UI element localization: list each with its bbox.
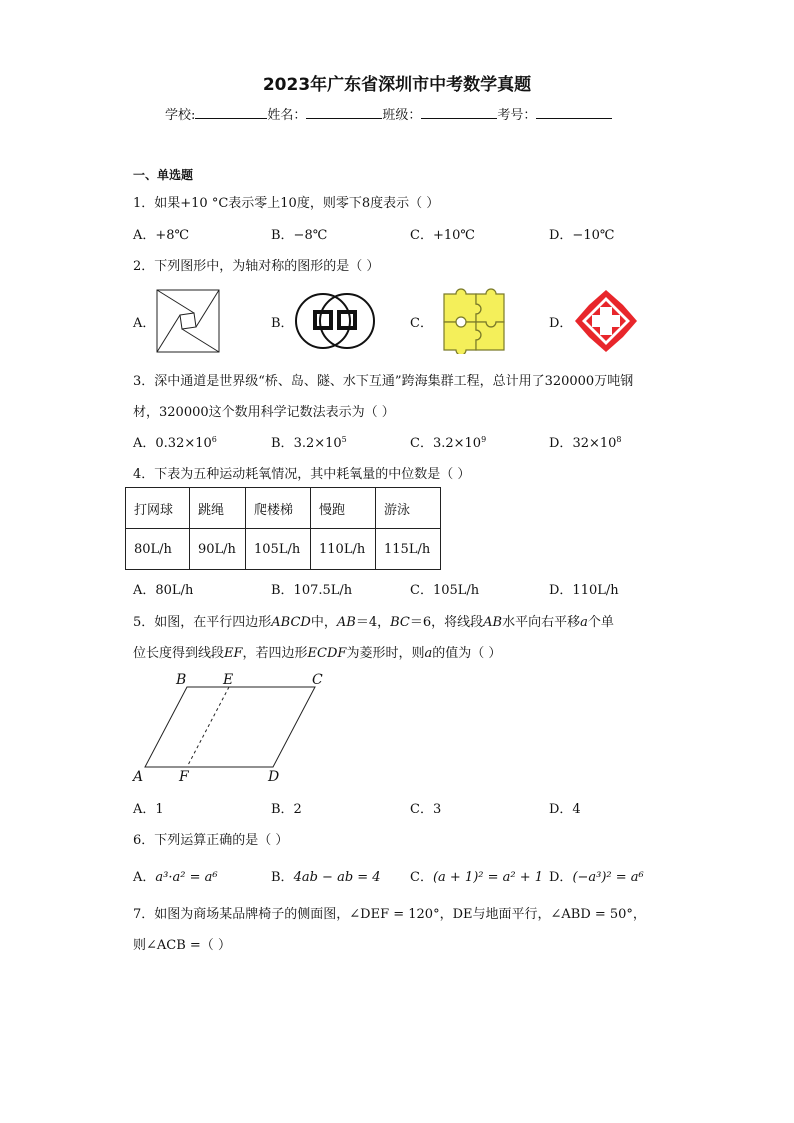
coin-logo-icon <box>295 288 375 354</box>
question-4-option-d: D．110L/h <box>549 583 619 598</box>
question-1-option-a: A．+8℃ <box>133 228 190 243</box>
table-cell: 90L/h <box>190 529 246 570</box>
question-2-stem: 2．下列图形中，为轴对称的图形的是（ ） <box>133 259 380 274</box>
school-label: 学校: <box>165 108 196 123</box>
class-label: 班级： <box>382 108 422 123</box>
puzzle-pieces-icon <box>440 288 508 354</box>
table-cell: 110L/h <box>311 529 376 570</box>
question-5-stem-line2: 位长度得到线段EF，若四边形ECDF为菱形时，则a的值为（ ） <box>133 646 502 661</box>
table-header-cell: 慢跑 <box>311 488 376 529</box>
label-d: D <box>268 769 280 785</box>
question-4-stem: 4．下表为五种运动耗氧情况，其中耗氧量的中位数是（ ） <box>133 467 471 482</box>
question-5-option-a: A．1 <box>133 802 164 817</box>
question-3-stem-line1: 3．深中通道是世界级“桥、岛、隧、水下互通”跨海集群工程，总计用了320000万吨钢 <box>133 374 634 389</box>
question-2-option-a-letter: A． <box>133 316 156 331</box>
parallelogram-figure <box>128 670 338 785</box>
table-header-cell: 打网球 <box>126 488 190 529</box>
student-info-line <box>165 104 612 123</box>
question-2-option-c-letter: C． <box>410 316 433 331</box>
table-header-cell: 跳绳 <box>190 488 246 529</box>
name-blank <box>306 106 382 119</box>
page-title: 2023年广东省深圳市中考数学真题 <box>262 75 532 95</box>
class-blank <box>421 106 497 119</box>
question-1-option-d: D．−10℃ <box>549 228 615 243</box>
question-5-stem-line1: 5．如图，在平行四边形ABCD中，AB＝4，BC＝6，将线段AB水平向右平移a个单 <box>133 615 614 630</box>
label-f: F <box>179 769 189 785</box>
section-title: 一、单选题 <box>133 168 194 182</box>
pinwheel-square-icon <box>156 289 220 353</box>
question-4-option-b: B．107.5L/h <box>271 583 353 598</box>
question-2-option-b-letter: B． <box>271 316 294 331</box>
question-4-option-a: A．80L/h <box>133 583 194 598</box>
question-1-option-b: B．−8℃ <box>271 228 328 243</box>
question-5-option-c: C．3 <box>410 802 442 817</box>
question-7-stem-line1: 7．如图为商场某品牌椅子的侧面图，∠DEF = 120°，DE与地面平行，∠ABD = 50°， <box>133 907 646 922</box>
question-1-stem: 1．如果+10 °C表示零上10度，则零下8度表示（ ） <box>133 196 440 211</box>
table-cell: 115L/h <box>376 529 441 570</box>
question-3-option-c: C．$3.2\times 10^9$ <box>410 435 487 451</box>
table-row <box>126 529 441 570</box>
label-a: A <box>133 769 144 785</box>
question-6-option-c: C．(a + 1)² = a² + 1 <box>410 870 544 885</box>
question-7-stem-line2: 则∠ACB =（ ） <box>133 938 231 953</box>
question-1-option-c: C．+10℃ <box>410 228 475 243</box>
red-cross-logo-icon <box>573 288 639 354</box>
question-5-option-d: D．4 <box>549 802 581 817</box>
label-c: C <box>312 672 323 688</box>
question-3-option-a: A．$0.32\times 10^6$ <box>133 435 217 451</box>
label-e: E <box>223 672 234 688</box>
table-header-row <box>126 488 441 529</box>
label-b: B <box>176 672 187 688</box>
question-3-option-b: B．$3.2\times 10^5$ <box>271 435 347 451</box>
school-blank <box>195 106 267 119</box>
question-4-option-c: C．105L/h <box>410 583 480 598</box>
question-6-option-d: D．(−a³)² = a⁶ <box>549 870 644 885</box>
dashed-segment-ef <box>187 687 229 767</box>
question-3-option-d: D．$32\times 10^8$ <box>549 435 622 451</box>
table-header-cell: 游泳 <box>376 488 441 529</box>
oxygen-table <box>125 487 441 570</box>
question-3-stem-line2: 材，320000这个数用科学记数法表示为（ ） <box>133 405 395 420</box>
question-2-option-d-letter: D． <box>549 316 573 331</box>
table-header-cell: 爬楼梯 <box>246 488 311 529</box>
question-6-option-b: B．4ab − ab = 4 <box>271 870 381 885</box>
table-cell: 105L/h <box>246 529 311 570</box>
question-6-option-a: A．a³·a² = a⁶ <box>133 870 218 885</box>
question-6-stem: 6．下列运算正确的是（ ） <box>133 833 289 848</box>
parallelogram-abcd <box>145 687 315 767</box>
exam-number-label: 考号： <box>497 108 537 123</box>
question-5-option-b: B．2 <box>271 802 302 817</box>
name-label: 姓名： <box>267 108 307 123</box>
table-cell: 80L/h <box>126 529 190 570</box>
exam-number-blank <box>536 106 612 119</box>
